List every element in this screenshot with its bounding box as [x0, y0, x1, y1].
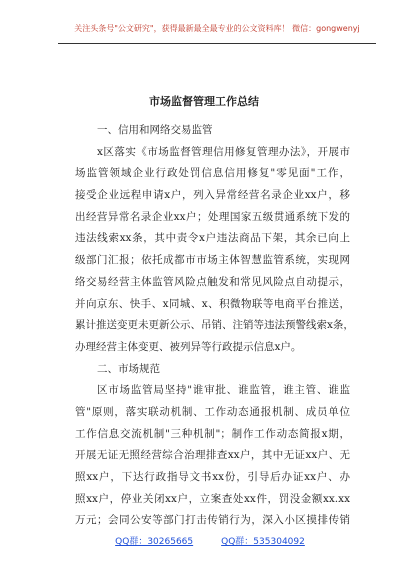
header-divider	[58, 43, 376, 44]
body-text-line: 接受企业远程申请x户，列入异常经营名录企业xx户，移	[75, 189, 350, 202]
body-text-line: 万元；会同公安等部门打击传销行为，深入小区摸排传销	[75, 514, 350, 527]
header-banner	[58, 20, 376, 36]
body-text-line: 工作信息交流机制"三种机制"；制作工作动态简报x期，	[75, 427, 350, 440]
body-text-line: 管"原则，落实联动机制、工作动态通报机制、成员单位	[75, 405, 350, 418]
body-text-line: 累计推送变更未更新公示、吊销、注销等违法预警线索x条，	[75, 319, 354, 332]
document-title: 市场监督管理工作总结	[149, 95, 259, 108]
body-text-line: 区市场监管局坚持"谁审批、谁监管，谁主管、谁监	[97, 384, 350, 397]
body-text-line: 并向京东、快手、x同城、x、积微物联等电商平台推送，	[75, 297, 350, 310]
body-text-line: 违法线索xx条，其中责令x户违法商品下架，其余已向上	[75, 232, 350, 245]
body-text-line: 络交易经营主体监管风险点触发和常见风险点自动提示，	[75, 275, 350, 288]
section-heading: 二、市场规范	[97, 362, 160, 375]
section-heading: 一、信用和网络交易监管	[97, 124, 213, 136]
body-text-line: 场监管领域企业行政处罚信息信用修复"零见面"工作，	[75, 167, 350, 180]
body-text-line: 开展无证无照经营综合治理排查xx户，其中无证xx户、无	[75, 449, 350, 462]
body-text-line: 出经营异常名录企业xx户；处理国家五级贯通系统下发的	[75, 210, 350, 223]
document-body	[75, 120, 354, 532]
body-text-line: 照xx户，下达行政指导文书xx份，引导后办证xx户、办	[75, 471, 350, 483]
footer-qq-group-2[interactable]: QQ群：535304092	[221, 537, 305, 547]
body-text-line: 级部门汇报；依托成都市市场主体智慧监管系统，实现网	[75, 254, 350, 267]
footer-qq-group-1[interactable]: QQ群：30265665	[115, 537, 194, 547]
body-text-line: 照xx户，停业关闭xx户，立案查处xx件，罚没金额xx.xx	[75, 492, 350, 505]
header-banner-text: 关注头条号"公文研究"，获得最新最全最专业的公文资料库！ 微信：gongwenyj	[74, 23, 360, 33]
body-text-line: x区落实《市场监督管理信用修复管理办法》，开展市	[97, 145, 350, 158]
body-text-line: 办理经营主体变更、被列异等行政提示信息x户。	[75, 340, 302, 353]
footer	[80, 534, 340, 547]
